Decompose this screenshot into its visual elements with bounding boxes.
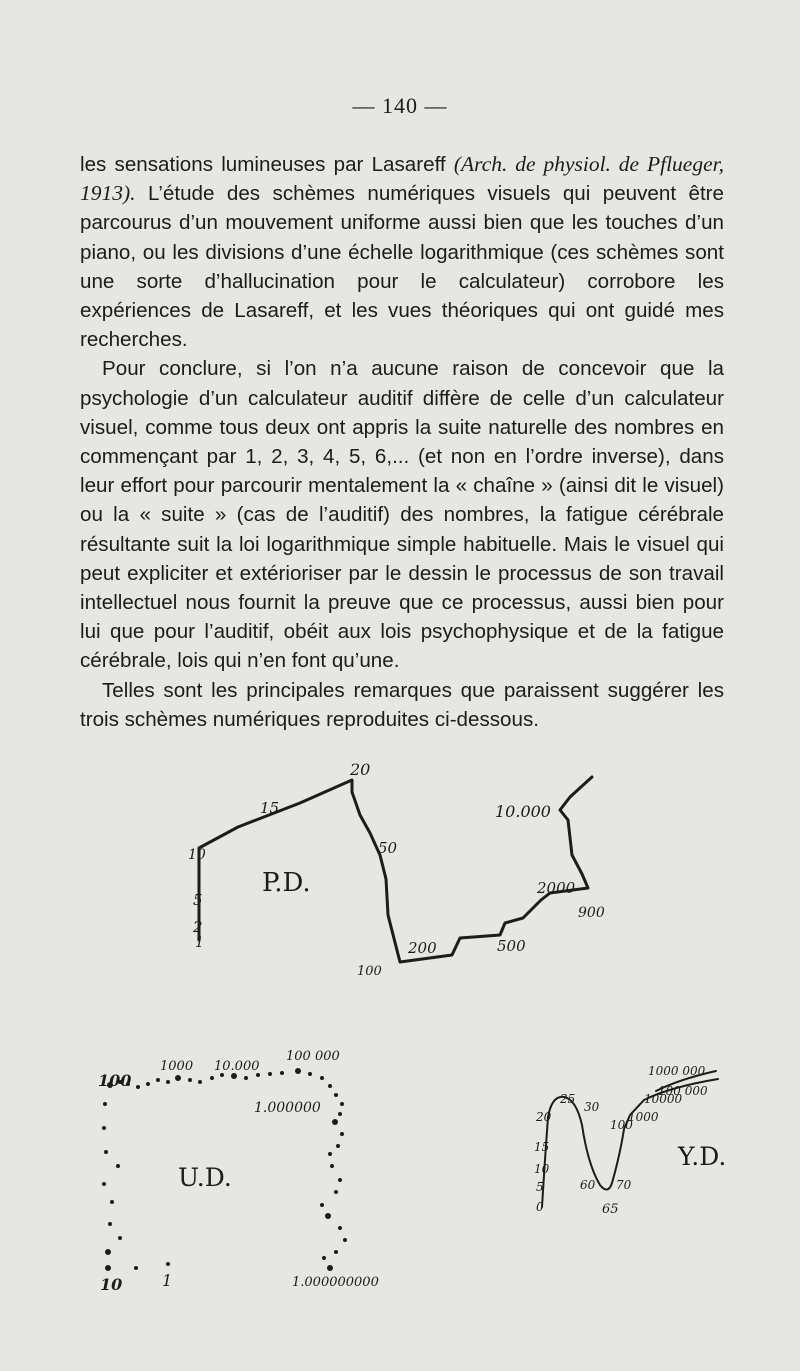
pd-label-15: 15 xyxy=(260,799,280,817)
paragraph-1-rest: L’étude des schèmes numériques visuels qui peuvent être parcourus d’un mouvement uniforme aussi bien que les touches d’un piano, ou les divisions d’une échelle logarithmique (ces schèmes sont une sorte d’hallucination pour le calculateur) corrobore les expériences de Lasareff, et les vues théoriques qui ont guidé mes recherches. xyxy=(80,182,724,352)
paragraph-1 xyxy=(80,150,724,354)
yd-label-100: 100 xyxy=(610,1118,633,1132)
paragraph-2: Pour conclure, si l’on n’a aucune raison de concevoir que la psychologie d’un calculateur auditif diffère de celle d’un calculateur visuel, comme tous deux ont appris la suite naturelle des nombres en commençant par 1, 2, 3, 4, 5, 6,... (et non en l’ordre inverse), dans leur effort pour parcourir mentalement la « chaîne » (ainsi dit le visuel) ou la « suite » (cas de l’auditif) des nombres, la fatigue cérébrale résultante suit la loi logarithmique simple habituelle. Mais le visuel qui peut expliciter et extérioriser par le dessin le processus de son travail intellectuel nous fournit la preuve que ce processus, aussi bien pour lui que pour l’auditif, obéit aux lois psychophysique et de la fatigue cérébrale, lois qui n’en font qu’une. xyxy=(80,357,724,673)
yd-label-1000000: 1000 000 xyxy=(648,1064,706,1078)
yd-label-25: 25 xyxy=(560,1092,576,1106)
pd-label-200: 200 xyxy=(408,939,437,957)
ud-label-10000: 10.000 xyxy=(214,1059,260,1074)
yd-label-10000: 10000 xyxy=(644,1092,683,1106)
ud-label-100000: 100 000 xyxy=(286,1049,340,1064)
pd-label-5: 5 xyxy=(193,891,203,909)
ud-label-1000000000: 1.000000000 xyxy=(292,1275,379,1290)
figure-ud xyxy=(0,1040,420,1300)
pd-label-2: 2 xyxy=(193,918,203,936)
ud-label-100: 100 xyxy=(98,1071,132,1090)
pd-label-2000: 2000 xyxy=(537,879,576,897)
ud-label-1000000: 1.000000 xyxy=(254,1100,321,1116)
page-number: — 140 — xyxy=(352,93,448,118)
ud-label-1000: 1000 xyxy=(160,1059,194,1074)
yd-label-65: 65 xyxy=(602,1202,619,1217)
pd-label-10: 10 xyxy=(188,847,206,863)
pd-label-1: 1 xyxy=(195,935,204,951)
yd-label-60: 60 xyxy=(580,1178,596,1192)
ud-title: U.D. xyxy=(178,1163,232,1192)
pd-label-20: 20 xyxy=(350,760,371,779)
ud-label-10: 10 xyxy=(100,1275,123,1294)
figure-yd xyxy=(520,1055,800,1225)
yd-label-10: 10 xyxy=(534,1162,550,1176)
pd-label-900: 900 xyxy=(578,905,605,921)
pd-label-50: 50 xyxy=(378,839,398,857)
yd-label-100000: 100 000 xyxy=(658,1084,708,1098)
pd-label-10000: 10.000 xyxy=(495,802,551,821)
yd-label-15: 15 xyxy=(534,1140,550,1154)
pd-label-100: 100 xyxy=(357,964,382,979)
paragraph-3: Telles sont les principales remarques que paraissent suggérer les trois schèmes numériques reproduites ci-dessous. xyxy=(80,678,724,731)
yd-title: Y.D. xyxy=(678,1142,727,1171)
pd-title: P.D. xyxy=(262,868,311,898)
yd-label-70: 70 xyxy=(616,1178,632,1192)
yd-label-30: 30 xyxy=(584,1100,600,1114)
body-text xyxy=(80,150,724,734)
figure-pd xyxy=(0,755,800,1005)
paragraph-1-start: les sensations lumineuses par Lasareff xyxy=(80,153,454,176)
yd-label-1000: 1000 xyxy=(628,1110,659,1124)
ud-label-1: 1 xyxy=(162,1271,173,1290)
pd-label-500: 500 xyxy=(497,937,526,955)
yd-label-5: 5 xyxy=(536,1180,544,1194)
citation: (Arch. de physiol. de Pflueger, 1913). xyxy=(80,152,725,206)
yd-label-20: 20 xyxy=(536,1110,552,1124)
yd-label-0: 0 xyxy=(536,1200,544,1214)
